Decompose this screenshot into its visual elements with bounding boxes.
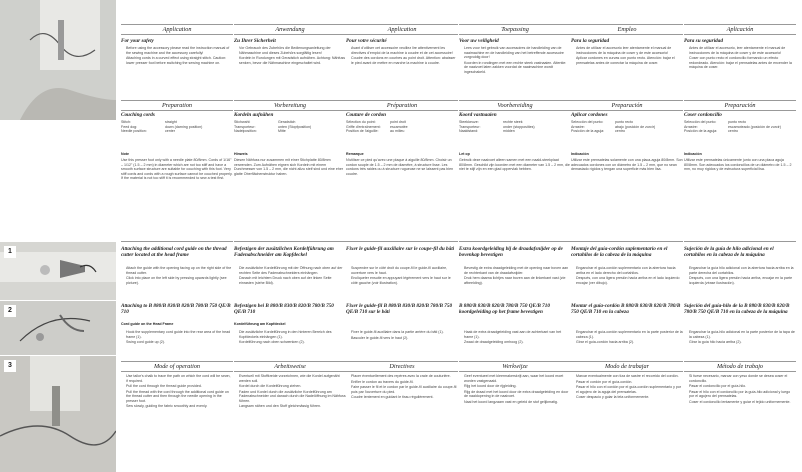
application-heading: Application bbox=[121, 24, 233, 35]
models-title: Attaching to B 880/B 830/B 820/B 780/B 750 QE/B 710 bbox=[121, 303, 231, 315]
photo-2 bbox=[0, 301, 116, 355]
setting-label: Stichwahl: bbox=[234, 120, 251, 124]
list-item: • Faire passer le fil et le cordon par le guide-fil auxiliaire du coupe-fil puis par l'ouverture du pied. bbox=[351, 385, 458, 394]
list-item: • Marcar eventualmente con tiza de sastre el recorrido del cordón. bbox=[576, 374, 683, 379]
safety-title: For your safety bbox=[121, 38, 154, 44]
column-en bbox=[121, 0, 233, 472]
list-item: • Pasar el cordón por el guía-cordón. bbox=[576, 380, 683, 385]
cord-guide-photo-icon bbox=[0, 301, 116, 355]
photo-number: 2 bbox=[4, 305, 16, 317]
safety-text bbox=[121, 46, 233, 96]
photo-3 bbox=[0, 356, 116, 472]
list-item: • Suspendre sur le côté droit du coupe-fil le guide-fil auxiliaire, ouverture vers le haut. bbox=[351, 266, 458, 275]
setting-label: Arrastre: bbox=[684, 124, 698, 129]
models-text bbox=[234, 330, 346, 358]
mode-text bbox=[121, 374, 233, 470]
setting-value: onder (stopposities) bbox=[503, 124, 535, 129]
setting-value: Mitte bbox=[278, 129, 286, 133]
attach-text bbox=[346, 266, 458, 300]
note-text: Utilizar este prensatelas solamente con una placa-aguja 80/8mm. Son adecuados cordones con un diámetro de 1.5 – 2 mm, que no sean demasiado rígidos y tengan una superficie más bien lisa. bbox=[571, 158, 683, 171]
setting-label: Needle position: bbox=[121, 129, 147, 133]
divider bbox=[459, 241, 571, 242]
safety-text bbox=[684, 46, 796, 96]
models-title: Befestigen bei B 880/B 830/B 820/B 780/B 750 QE/B 710 bbox=[234, 303, 334, 315]
setting-label: Posición de la aguja: bbox=[684, 129, 718, 133]
mode-heading: Arbeitsweise bbox=[234, 361, 346, 372]
mode-heading: Mode of operation bbox=[121, 361, 233, 372]
column-es bbox=[571, 0, 683, 472]
attach-title: Fixer le guide-fil auxiliaire sur le coupe-fil du bâti bbox=[346, 246, 455, 252]
note-text: N'utiliser ce pied qu'avec une plaque à aiguille 80/8mm. Choisir un cordon souple de 1.5 – 2 mm de diamètre, à structure lisse. Les cordons très raides ou à structure rugueuse ne se laissent pas bien coudre. bbox=[346, 158, 454, 176]
setting-value: centro bbox=[728, 129, 738, 133]
list-item: • Sew slowly, guiding the fabric smoothly and evenly. bbox=[126, 404, 233, 409]
application-heading: Application bbox=[346, 24, 458, 35]
list-item: • Die zusätzliche Kordelführung mit der Öffnung nach oben auf der rechten Seite des Fadenabschneiders einhängen. bbox=[239, 266, 346, 275]
note-text: Gebruik deze naaivoet alleen samen met een naald-steekplaat 80/8mm. Geschikt zijn koorden met een diameter van 1.5 – 2 mm, die niet te stijf zijn en een glad oppervlak hebben. bbox=[459, 158, 570, 171]
list-item: • Si fuese necesario, marcar con yeso donde se desea coser el cordoncillo. bbox=[689, 374, 796, 383]
settings-row bbox=[346, 129, 458, 134]
application-heading: Aplicación bbox=[684, 24, 796, 35]
mode-text bbox=[346, 374, 458, 470]
column-fr bbox=[346, 0, 458, 472]
attach-title: Sujeción de la guía de hilo adicional en el cortahilos en la cabeza de la máquina bbox=[684, 246, 774, 258]
application-heading: Anwendung bbox=[234, 24, 346, 35]
list-item: • Lees voor het gebruik van accessoires de handleiding van de naaimachine en de handleiding van het betreffende accessoire zorgvuldig door! bbox=[464, 46, 571, 60]
photo-1 bbox=[0, 242, 116, 300]
list-item: • Before using the accessory please read the instruction manual of the sewing machine and the accessory carefully! bbox=[126, 46, 233, 55]
settings-row bbox=[234, 129, 346, 134]
mode-text bbox=[234, 374, 346, 470]
safety-text bbox=[234, 46, 346, 96]
setting-value: center bbox=[165, 129, 175, 133]
list-item: • Después, con una ligera presión hacia arriba en el lado izquierdo encajar (ver dibujo). bbox=[576, 276, 683, 285]
attach-text bbox=[571, 266, 683, 300]
application-heading: Empleo bbox=[571, 24, 683, 35]
setting-label: Transporteur: bbox=[234, 124, 256, 129]
setting-value: au milieu bbox=[390, 129, 405, 133]
list-item: • Rijg de draad met het koord door de extra draadgeleiding en door de naaldopening in de naaivoet. bbox=[464, 390, 571, 399]
setting-label: Sélection du point: bbox=[346, 120, 376, 124]
divider bbox=[234, 241, 346, 242]
setting-label: Stitch: bbox=[121, 120, 131, 124]
preparation-subtitle: Couture de cordon bbox=[346, 112, 387, 118]
setting-label: Nadelposition: bbox=[234, 129, 257, 133]
list-item: • Eventuell mit Stoffkreide vorzeichnen, wie die Kordel aufgenäht werden soll. bbox=[239, 374, 346, 383]
preparation-subtitle: Koord vastnaaien bbox=[459, 112, 497, 118]
list-item: • Girar el guía-cordón hacia arriba (2). bbox=[576, 340, 683, 345]
attach-title: Montaje del guía-cordón suplementario en el cortahilos de la cabeza de la máquina bbox=[571, 246, 668, 258]
preparation-heading: Préparation bbox=[346, 100, 458, 111]
settings-table bbox=[234, 120, 346, 134]
note-title: Hinweis bbox=[234, 152, 248, 156]
preparation-heading: Preparación bbox=[684, 100, 796, 111]
list-item: • Pull the cord through the thread guide provided. bbox=[126, 384, 233, 389]
settings-row bbox=[684, 129, 796, 134]
list-item: • Pull the thread with the cord through the additional cord guide on the thread cutter and then through the needle opening in the presser foot. bbox=[126, 390, 233, 404]
settings-table bbox=[571, 120, 683, 134]
models-title: B 880/B 830/B 820/B 780/B 750 QE/B 710 koordgeleiding op het frame bevestigen bbox=[459, 303, 550, 315]
photo-number: 3 bbox=[4, 360, 16, 372]
note-title: Remarque bbox=[346, 152, 364, 156]
column-nl bbox=[459, 0, 571, 472]
list-item: • Avant d'utiliser cet accessoire veuillez lire attentivement les directives d'emploi de la machine à coudre et de cet accessoire! bbox=[351, 46, 458, 55]
note-title: Note bbox=[121, 152, 129, 156]
setting-label: Steekkeuze: bbox=[459, 120, 479, 124]
models-title: Sujeción del guía-hilo de la B 880/B 830/B 820/B 780/B 750 QE/B 710 en la cabeza de la máquina bbox=[684, 303, 790, 315]
mode-heading: Directives bbox=[346, 361, 458, 372]
settings-row bbox=[121, 129, 233, 134]
models-title: Montar el guía-cordón B 880/B 830/B 820/B 780/B 750 QE/B 710 en la cabeza bbox=[571, 303, 681, 315]
list-item: • Antes de utilizar el accesorio, leer atentamente el manual de instrucciones de la máquina de coser y de este accesorio! bbox=[689, 46, 796, 55]
attach-title: Extra koordgeleiding bij de draadafsnijder op de bovenkap bevestigen bbox=[459, 246, 563, 258]
settings-table bbox=[121, 120, 233, 134]
models-subtitle: Cord guide on the Head Frame bbox=[121, 322, 174, 326]
list-item: • Encliqueter ensuite en appuyant légèrement vers le haut sur le côté gauche (voir illustration). bbox=[351, 276, 458, 285]
list-item: • Girar la guía hilo hacia arriba (2). bbox=[689, 340, 796, 345]
list-item: • Coudre lentement en guidant le tissu régulièrement. bbox=[351, 395, 458, 400]
mode-heading: Método de trabajo bbox=[684, 361, 796, 372]
setting-value: straight bbox=[165, 120, 177, 124]
setting-label: Posición de la aguja: bbox=[571, 129, 605, 133]
settings-table bbox=[346, 120, 458, 134]
list-item: • Pasar el cordoncillo por el guía-hilo. bbox=[689, 384, 796, 389]
sewing-machine-foot-icon bbox=[0, 0, 116, 120]
list-item: • Click into place on the left side by pressing upwards lightly (see picture). bbox=[126, 276, 233, 285]
setting-label: Naaldstand: bbox=[459, 129, 479, 133]
note-title: Indicación bbox=[571, 152, 589, 156]
mode-text bbox=[459, 374, 571, 470]
list-item: • Enganchar el guía-cordón suplementario con la abertura hacia arriba en el lado derecho del cortahilos. bbox=[576, 266, 683, 275]
list-item: • Swing cord guide up (2). bbox=[126, 340, 233, 345]
list-item: • Enganchar la guía-hilo adicional en la parte posterior de la tapa de la cabeza (1). bbox=[689, 330, 796, 339]
divider bbox=[684, 241, 796, 242]
list-item: • Rijg het koord door de rijgleiding. bbox=[464, 384, 571, 389]
setting-label: Arrastre: bbox=[571, 124, 585, 129]
setting-label: Selección del punto: bbox=[684, 120, 717, 124]
models-text bbox=[121, 330, 233, 358]
mode-text bbox=[684, 374, 796, 470]
list-item: • Pasar el hilo con el cordón por el guía-cordón suplementario y por el agujero de la aguja del prensatelas. bbox=[576, 385, 683, 394]
note-title: Indicación bbox=[684, 152, 702, 156]
preparation-heading: Preparación bbox=[571, 100, 683, 111]
safety-title: Para su seguridad bbox=[684, 38, 723, 44]
list-item: • Koorden in rondingen met een rechte steek vastnaaien. Attentie: de naaivoet laten zakken voordat de naaimachine wordt ingeschakeld. bbox=[464, 61, 571, 75]
safety-text bbox=[346, 46, 458, 96]
couching-photo-icon bbox=[0, 356, 116, 472]
list-item: • Placer éventuellement des repères avec la craie de couturière. bbox=[351, 374, 458, 379]
list-item: • Attach the guide with the opening facing up on the right side of the thread cutter. bbox=[126, 266, 233, 275]
preparation-subtitle: Kordeln aufnähen bbox=[234, 112, 274, 118]
list-item: • Faden und Kordel durch die zusätzliche Kordelführung am Fadenabschneider und danach durch die Nadelöffnung im Nähfuss führen. bbox=[239, 390, 346, 404]
models-subtitle: Kordelführung am Kopfdeckel bbox=[234, 322, 286, 326]
application-heading: Toepassing bbox=[459, 24, 571, 35]
list-item: • Zwaai de draadgeleiding omhoog (2). bbox=[464, 340, 571, 345]
setting-label: Position de l'aiguille: bbox=[346, 129, 379, 133]
settings-table bbox=[459, 120, 571, 134]
setting-value: abajo (posición de zurcir) bbox=[615, 124, 656, 129]
preparation-heading: Preparation bbox=[121, 100, 233, 111]
list-item: • Haak de extra draadgeleiding vast aan de achterkant van het frame (1). bbox=[464, 330, 571, 339]
list-item: • Kordelführung nach oben schwenken (2). bbox=[239, 340, 346, 345]
safety-text bbox=[571, 46, 683, 96]
preparation-subtitle: Coser cordoncillo bbox=[684, 112, 722, 118]
divider bbox=[346, 241, 458, 242]
list-item: • Aplicar cordones en curvas con punto recto. Atención: bajar el prensatelas antes de conectar la máquina de coser. bbox=[576, 56, 683, 65]
divider bbox=[121, 241, 233, 242]
setting-value: punto recto bbox=[615, 120, 633, 124]
note-text: Utilizar este prensatelas únicamente junto con una placa aguja 80/8mm. Son adecuados los cordoncillos de un diámetro de 1.5 – 2 mm, no muy rígidos y de estructura superficial lisa. bbox=[684, 158, 792, 171]
thread-cutter-photo-icon bbox=[0, 242, 116, 300]
column-de bbox=[234, 0, 346, 472]
setting-value: point droit bbox=[390, 120, 406, 124]
list-item: • Geef eventueel met kleermakerskrijt aan, waar het koord moet worden vastgenaaid. bbox=[464, 374, 571, 383]
safety-title: Zu Ihrer Sicherheit bbox=[234, 38, 276, 44]
settings-row bbox=[459, 129, 571, 134]
attach-text bbox=[234, 266, 346, 300]
attach-title: Attaching the additional cord guide on the thread cutter located at the head frame bbox=[121, 246, 227, 258]
models-text bbox=[684, 330, 796, 358]
setting-value: down (darning position) bbox=[165, 124, 203, 129]
list-item: • Use tailor's chalk to trace the path on which the cord will be sewn, if required. bbox=[126, 374, 233, 383]
preparation-heading: Vorbereitung bbox=[234, 100, 346, 111]
list-item: • Danach mit leichtem Druck nach oben auf der linken Seite einrasten (siehe Bild). bbox=[239, 276, 346, 285]
note-title: Let op bbox=[459, 152, 470, 156]
models-text bbox=[571, 330, 683, 358]
list-item: • Enganchar la guía hilo adicional con la abertura hacia arriba en la parte derecha del cortahilos. bbox=[689, 266, 796, 275]
presser-foot-photo bbox=[0, 0, 116, 120]
list-item: • Basculer le guide-fil vers le haut (2). bbox=[351, 336, 458, 341]
note-text: Use this presser foot only with a needle plate 80/8mm. Cords of 1/16" – 1/12" (1.5 – 2 mm) in diameter which are not too stiff and have a smooth surface structure are suitable for couching with this foot. Very stiff cords and cords with a rough surface cannot be couched properly. If the material is not too stiff it is recommended to sew a test first. bbox=[121, 158, 233, 180]
column-it bbox=[684, 0, 796, 472]
list-item: • Enfiler le cordon au travers du guide-fil. bbox=[351, 380, 458, 385]
safety-title: Pour votre sécurité bbox=[346, 38, 387, 44]
photo-column bbox=[0, 0, 116, 472]
list-item: • Attaching cords in a curved effect using straight stitch. Caution: lower presser foot before switching the sewing machine on. bbox=[126, 56, 233, 65]
list-item: • Coser con punto recto el cordoncillo formando un efecto redondeado. Atención: bajar el prensatelas antes de encender la máquina de coser. bbox=[689, 56, 796, 70]
list-item: • Die zusätzliche Kordelführung in den hinteren Bereich des Kopfdeckels einhängen (1). bbox=[239, 330, 346, 339]
list-item: • Naai het koord langzaam vast en geleid de stof gelijkmatig. bbox=[464, 400, 571, 405]
setting-value: unten (Stopfposition) bbox=[278, 124, 312, 129]
list-item: • Kordel durch die Kordelführung ziehen. bbox=[239, 384, 346, 389]
list-item: • Hook the supplementary cord guide into the rear area of the head frame (1). bbox=[126, 330, 233, 339]
models-text bbox=[459, 330, 571, 358]
setting-label: Transporteur: bbox=[459, 124, 481, 129]
list-item: • Enganchar el guía-cordón suplementario en la parte posterior de la cabeza (1). bbox=[576, 330, 683, 339]
setting-value: midden bbox=[503, 129, 515, 133]
setting-value: rechte steek bbox=[503, 120, 523, 124]
list-item: • Coudre des cordons en courbes au point droit. Attention: abaisser le pied avant de mettre en marche la machine à coudre. bbox=[351, 56, 458, 65]
preparation-heading: Voorbereiding bbox=[459, 100, 571, 111]
photo-number: 1 bbox=[4, 246, 16, 258]
settings-table bbox=[684, 120, 796, 134]
models-title: Fixer le guide-fil B 880/B 830/B 820/B 780/B 750 QE/B 710 sur le bâti bbox=[346, 303, 453, 315]
setting-label: Feed dog: bbox=[121, 124, 138, 129]
safety-title: Para la seguridad bbox=[571, 38, 610, 44]
list-item: • Druk hem daarna lichtjes naar boven aan de linkerkant vast (zie afbeelding). bbox=[464, 276, 571, 285]
setting-value: punto recto bbox=[728, 120, 746, 124]
mode-heading: Modo de trabajar bbox=[571, 361, 683, 372]
list-item: • Bevestig de extra draadgeleiding met de opening naar boven aan de rechterkant van de draadafsnijder. bbox=[464, 266, 571, 275]
attach-title: Befestigen der zusätzlichen Kordelführung am Fadenabschneider am Kopfdeckel bbox=[234, 246, 334, 258]
safety-text bbox=[459, 46, 571, 96]
safety-title: Voor uw veiligheid bbox=[459, 38, 499, 44]
setting-label: Selección del punto: bbox=[571, 120, 604, 124]
divider bbox=[571, 241, 683, 242]
note-text: Diesen Nähfuss nur zusammen mit einer Stichplatte 80/8mm verwenden. Zum Aufnähen eignen sich Kordeln mit einem Durchmesser von 1.5 – 2 mm, die nicht allzu steif sind und eine eher glatte Oberflächenstruktur haben. bbox=[234, 158, 344, 176]
mode-heading: Werkwijze bbox=[459, 361, 571, 372]
attach-text bbox=[121, 266, 233, 300]
list-item: • Kordeln in Rundungen mit Geradstich aufnähen. Achtung: Nähfuss senken, bevor die Nähmaschine eingeschaltet wird. bbox=[239, 56, 346, 65]
setting-value: escamotée bbox=[390, 124, 408, 129]
settings-row bbox=[571, 129, 683, 134]
list-item: • Coser el cordoncillo lentamente y guiar el tejido uniformemente. bbox=[689, 400, 796, 405]
list-item: • Vor Gebrauch des Zubehörs die Bedienungsanleitung der Nähmaschine und dieses Zubehörs sorgfältig lesen! bbox=[239, 46, 346, 55]
mode-text bbox=[571, 374, 683, 470]
list-item: • Fixer le guide-fil auxiliaire dans la partie arrière du bâti (1). bbox=[351, 330, 458, 335]
preparation-subtitle: Aplicar cordones bbox=[571, 112, 608, 118]
setting-value: Geradstich bbox=[278, 120, 296, 124]
attach-text bbox=[684, 266, 796, 300]
setting-value: centro bbox=[615, 129, 625, 133]
list-item: • Coser despacio y guiar la tela uniformemente. bbox=[576, 395, 683, 400]
models-text bbox=[346, 330, 458, 358]
attach-text bbox=[459, 266, 571, 300]
setting-label: Griffe d'entraînement: bbox=[346, 124, 381, 129]
setting-value: escamoteado (posición de zurcir) bbox=[728, 124, 781, 129]
list-item: • Langsam nähen und den Stoff gleichmässig führen. bbox=[239, 404, 346, 409]
list-item: • Después, con una ligera presión hacia arriba, encajar en la parte izquierda (véase ilustración). bbox=[689, 276, 796, 285]
list-item: • Pasar el hilo con el cordoncillo por la guía-hilo adicional y luego por el agujero del prensatelas. bbox=[689, 390, 796, 399]
list-item: • Antes de utilizar el accesorio leer atentamente el manual de instrucciones de la máquina de coser y de este accesorio! bbox=[576, 46, 683, 55]
preparation-subtitle: Couching cords bbox=[121, 112, 155, 118]
